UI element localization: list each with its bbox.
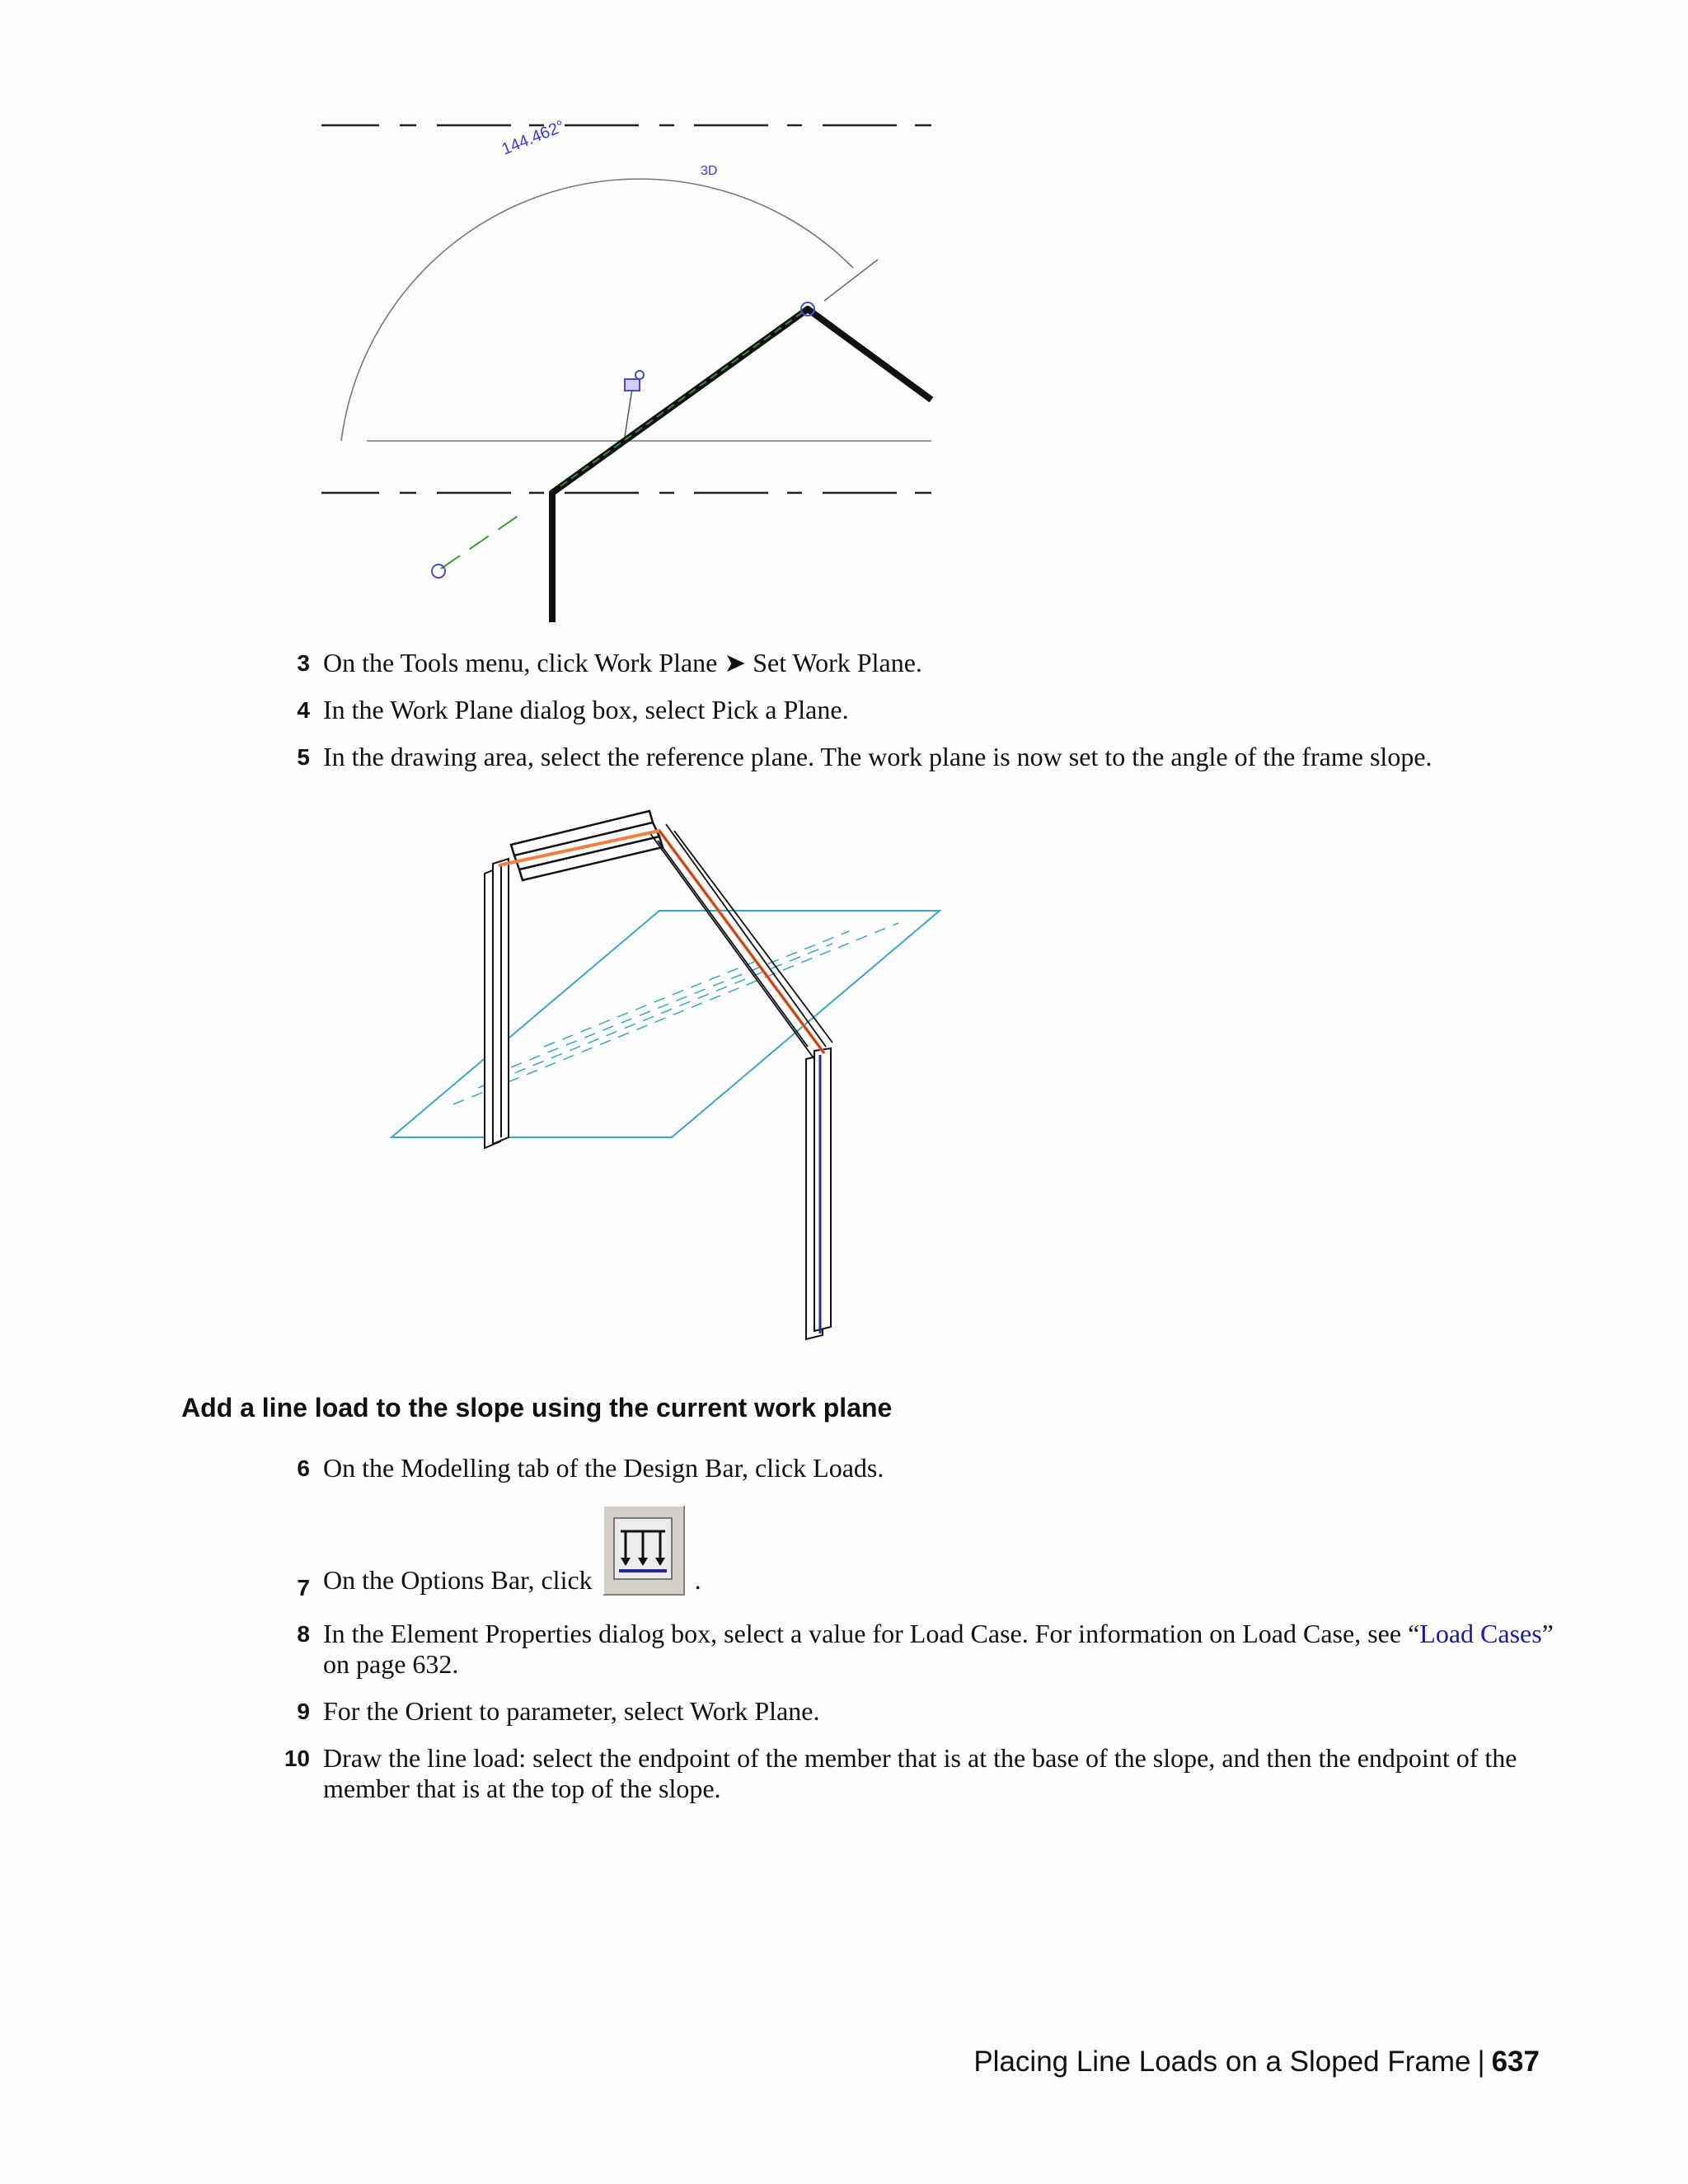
step-number: 6 [297,1455,310,1481]
step-text: On the Modelling tab of the Design Bar, click Loads. [323,1453,884,1483]
step-number: 9 [297,1699,310,1724]
step-number: 8 [297,1621,310,1647]
step-text: Draw the line load: select the endpoint of the member that is at the base of the slope, and then the endpoint of the member that is at the top of the slope. [323,1743,1517,1803]
footer-title: Placing Line Loads on a Sloped Frame [973,2046,1471,2078]
step-7 [277,1505,1563,1604]
step-text [323,1619,1563,1680]
step-text: In the drawing area, select the reference plane. The work plane is now set to the angle of the frame slope. [323,742,1432,771]
step-text-before: On the Options Bar, click [323,1565,593,1595]
step-text [323,1505,1563,1596]
step-number: 7 [297,1575,310,1601]
step-number: 3 [297,650,310,676]
step-number: 10 [284,1746,310,1771]
step-8 [277,1619,1563,1680]
dimension-label: 144.462° [499,117,568,159]
step-text-before: In the Element Properties dialog box, select a value for Load Case. For information on Load Case, see “ [323,1619,1420,1648]
step-number: 4 [297,697,310,723]
load-cases-link[interactable]: Load Cases [1419,1619,1542,1648]
step-number: 5 [297,744,310,770]
page-number: 637 [1491,2046,1540,2078]
footer-separator: | [1477,2046,1485,2078]
step-text: For the Orient to parameter, select Work Plane. [323,1696,820,1726]
figure-3d-frame-work-plane [387,808,948,1343]
step-text-after: . [694,1565,701,1595]
lock-label: 3D [701,164,718,178]
step-text-after: ” on page 632. [323,1619,1554,1679]
step-10 [277,1743,1563,1804]
step-text: In the Work Plane dialog box, select Pick a Plane. [323,695,849,724]
step-text: On the Tools menu, click Work Plane ➤ Set Work Plane. [323,648,922,677]
section-heading: Add a line load to the slope using the current work plane [181,1393,893,1422]
figure-elevation-reference-plane [313,99,940,626]
page-footer [973,2046,1540,2079]
line-load-icon[interactable] [603,1505,685,1596]
